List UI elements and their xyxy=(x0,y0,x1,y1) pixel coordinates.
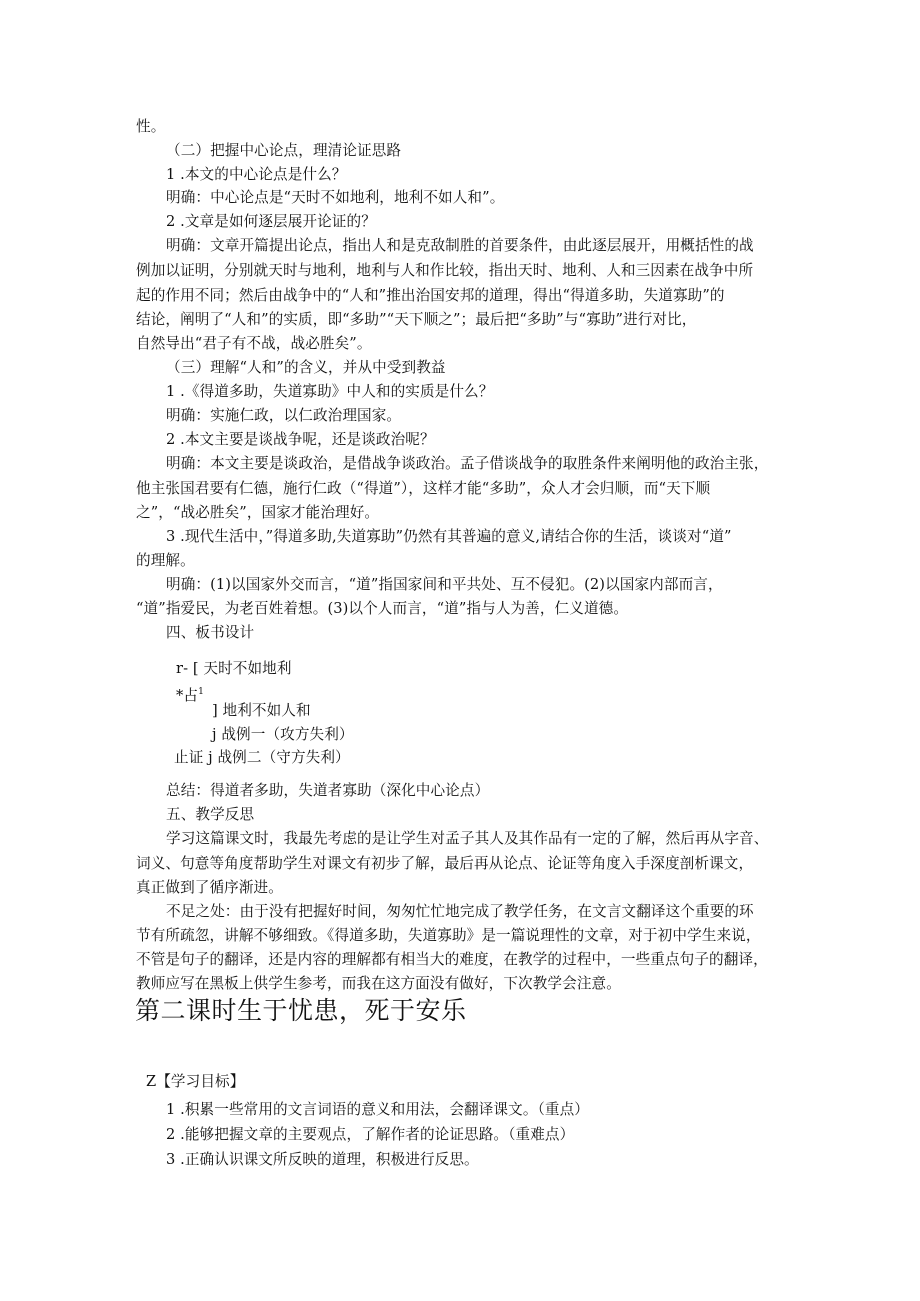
text-line: 节有所疏忽，讲解不够细致。《得道多助，失道寡助》是一篇说理性的文章，对于初中学生来说， xyxy=(136,927,761,944)
answer-line: 明确：(1)以国家外交而言，“道”指国家间和平共处、互不侵犯。(2)以国家内部而言， xyxy=(166,576,723,593)
text-line: 他主张国君要有仁德，施行仁政（“得道”），这样才能“多助”，众人才会归顺，而“天下顺 xyxy=(136,480,711,497)
text-line: 结论，阐明了“人和”的实质，即“多助”“天下顺之”；最后把“多助”与“寡助”进行对比， xyxy=(136,311,697,328)
board-line: r- [ 天时不如地利 xyxy=(176,660,292,677)
summary-line: 总结：得道者多助，失道者寡助（深化中心论点） xyxy=(166,782,490,799)
section-heading: （二）把握中心论点，理清论证思路 xyxy=(166,142,402,159)
section-heading: 四、板书设计 xyxy=(166,624,255,641)
objective-item: 3 .正确认识课文所反映的道理，积极进行反思。 xyxy=(166,1151,479,1168)
board-line: ] 地利不如人和 xyxy=(212,702,311,719)
text-line: 不管是句子的翻译，还是内容的理解都有相当大的难度，在教学的过程中，一些重点句子的翻译， xyxy=(136,951,768,968)
text-line: 的理解。 xyxy=(136,552,195,569)
board-line: 止证 j 战例二（守方失利） xyxy=(174,749,350,766)
text-line: 真正做到了循序渐进。 xyxy=(136,879,283,896)
answer-line: 明确：本文主要是谈政治，是借战争谈政治。孟子借谈战争的取胜条件来阐明他的政治主张， xyxy=(166,455,769,472)
objectives-heading: Z【学习目标】 xyxy=(146,1073,245,1090)
text-line: 自然导出“君子有不战，战必胜矣”。 xyxy=(136,335,372,352)
question-line: 2 .文章是如何逐层展开论证的？ xyxy=(166,213,376,230)
text-line: 学习这篇课文时，我最先考虑的是让学生对孟子其人及其作品有一定的了解，然后再从字音、 xyxy=(166,830,769,847)
objective-item: 2 .能够把握文章的主要观点，了解作者的论证思路。（重难点） xyxy=(166,1126,575,1143)
question-line: 2 .本文主要是谈战争呢，还是谈政治呢？ xyxy=(166,431,435,448)
lesson-heading: 第二课时生于忧患，死于安乐 xyxy=(135,996,467,1025)
text-line: 教师应写在黑板上供学生参考，而我在这方面没有做好，下次教学会注意。 xyxy=(136,975,621,992)
text-line: 例加以证明，分别就天时与地利，地利与人和作比较，指出天时、地利、人和三因素在战争中所 xyxy=(136,262,754,279)
answer-line: 明确：中心论点是“天时不如地利，地利不如人和”。 xyxy=(166,189,505,206)
text-line: 词义、句意等角度帮助学生对课文有初步了解，最后再从论点、论证等角度入手深度剖析课文， xyxy=(136,855,754,872)
question-line: 3 .现代生活中，”得道多助,失道寡助”仍然有其普遍的意义,请结合你的生活，谈谈对“道” xyxy=(166,528,732,545)
section-heading: （三）理解“人和”的含义，并从中受到教益 xyxy=(166,359,446,376)
objective-item: 1 .积累一些常用的文言词语的意义和用法，会翻译课文。（重点） xyxy=(166,1101,589,1118)
answer-line: 明确：文章开篇提出论点，指出人和是克敌制胜的首要条件，由此逐层展开，用概括性的战 xyxy=(166,237,754,254)
text-line: “道”指爱民，为老百姓着想。(3)以个人而言，“道”指与人为善，仁义道德。 xyxy=(136,600,629,617)
question-line: 1 .本文的中心论点是什么？ xyxy=(166,166,347,183)
board-superscript: 1 xyxy=(198,687,204,697)
board-line: j 战例一（攻方失利） xyxy=(212,726,354,743)
text-line: 之”，“战必胜矣”，国家才能治理好。 xyxy=(136,504,380,521)
text-line: 不足之处：由于没有把握好时间，匆匆忙忙地完成了教学任务，在文言文翻译这个重要的环 xyxy=(166,903,754,920)
section-heading: 五、教学反思 xyxy=(166,806,255,823)
text-line: 性。 xyxy=(136,118,166,135)
board-text: *占 xyxy=(176,686,199,704)
text-line: 起的作用不同；然后由战争中的“人和”推出治国安邦的道理，得出“得道多助，失道寡助”的 xyxy=(136,287,725,304)
answer-line: 明确：实施仁政，以仁政治理国家。 xyxy=(166,407,402,424)
question-line: 1 .《得道多助，失道寡助》中人和的实质是什么？ xyxy=(166,383,494,400)
